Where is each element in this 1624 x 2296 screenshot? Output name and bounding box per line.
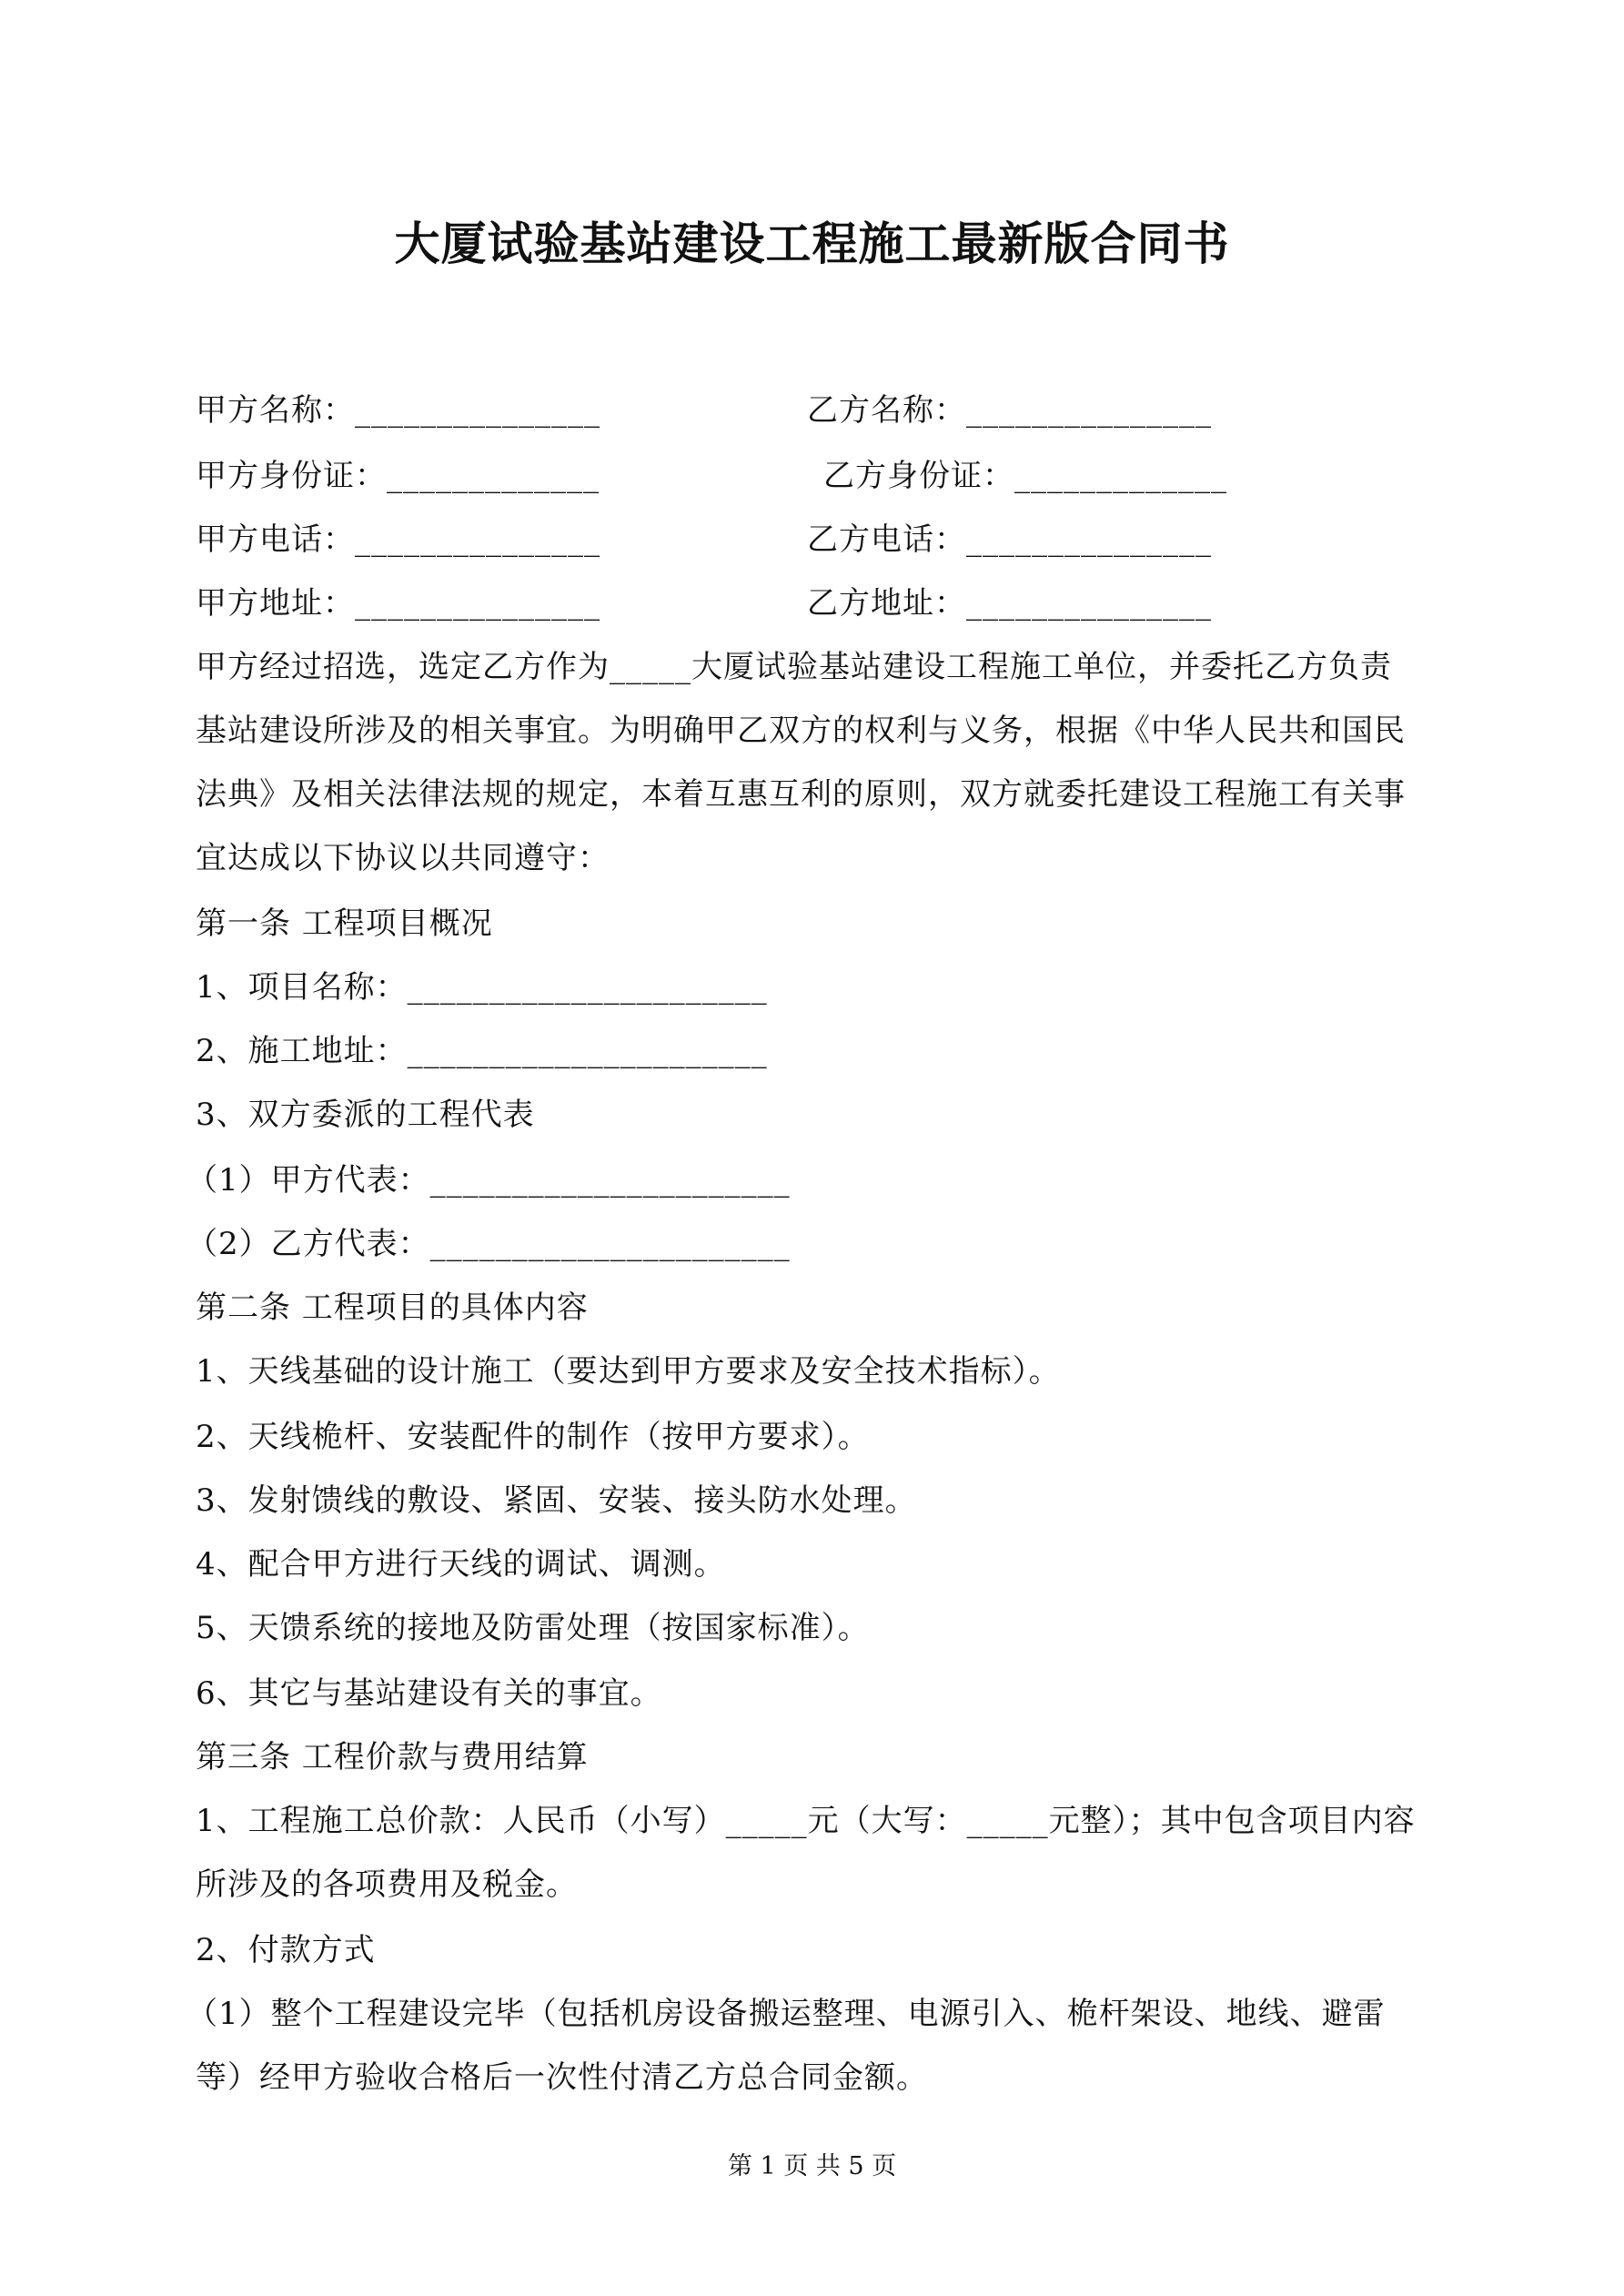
representatives-item: 3、双方委派的工程代表 [196,1097,535,1133]
list-item: 4、配合甲方进行天线的调试、调测。 [196,1546,726,1583]
party-b-id-field: 乙方身份证：_____________ [823,458,1227,494]
project-name-field: 1、项目名称：______________________ [196,969,768,1006]
payment-method-item: 2、付款方式 [196,1932,376,1968]
list-item: 2、天线桅杆、安装配件的制作（按甲方要求）。 [196,1419,870,1455]
construction-address-field: 2、施工地址：______________________ [196,1033,768,1069]
total-price-line: 所涉及的各项费用及税金。 [196,1866,578,1903]
list-item: 1、天线基础的设计施工（要达到甲方要求及安全技术指标）。 [196,1353,1061,1390]
payment-term-line: （1）整个工程建设完毕（包括机房设备搬运整理、电源引入、桅杆架设、地线、避雷 [187,1996,1386,2032]
article-3-heading: 第三条 工程价款与费用结算 [196,1739,589,1775]
party-a-representative-field: （1）甲方代表：______________________ [187,1162,791,1199]
page-number: 第 1 页 共 5 页 [727,2152,897,2180]
article-2-heading: 第二条 工程项目的具体内容 [196,1290,589,1326]
list-item: 5、天馈系统的接地及防雷处理（按国家标准）。 [196,1610,870,1646]
document-title: 大厦试验基站建设工程施工最新版合同书 [394,217,1230,270]
intro-line: 基站建设所涉及的相关事宜。为明确甲乙双方的权利与义务，根据《中华人民共和国民 [196,713,1406,749]
intro-line: 宜达成以下协议以共同遵守： [196,840,610,876]
party-a-phone-field: 甲方电话：_______________ [196,521,600,558]
list-item: 6、其它与基站建设有关的事宜。 [196,1675,662,1712]
party-a-name-field: 甲方名称：_______________ [196,392,600,429]
party-b-representative-field: （2）乙方代表：______________________ [187,1226,791,1262]
intro-line: 法典》及相关法律法规的规定，本着互惠互利的原则，双方就委托建设工程施工有关事 [196,776,1406,813]
party-a-address-field: 甲方地址：_______________ [196,585,600,622]
party-b-name-field: 乙方名称：_______________ [807,392,1212,429]
total-price-line: 1、工程施工总价款：人民币（小写）_____元（大写：_____元整）；其中包含项目内容 [196,1803,1416,1839]
intro-line: 甲方经过招选，选定乙方作为_____大厦试验基站建设工程施工单位，并委托乙方负责 [196,649,1392,685]
party-b-address-field: 乙方地址：_______________ [807,585,1212,622]
list-item: 3、发射馈线的敷设、紧固、安装、接头防水处理。 [196,1482,917,1519]
party-b-phone-field: 乙方电话：_______________ [807,521,1212,558]
party-a-id-field: 甲方身份证：_____________ [196,458,600,494]
payment-term-line: 等）经甲方验收合格后一次性付清乙方总合同金额。 [196,2059,928,2096]
article-1-heading: 第一条 工程项目概况 [196,905,493,942]
